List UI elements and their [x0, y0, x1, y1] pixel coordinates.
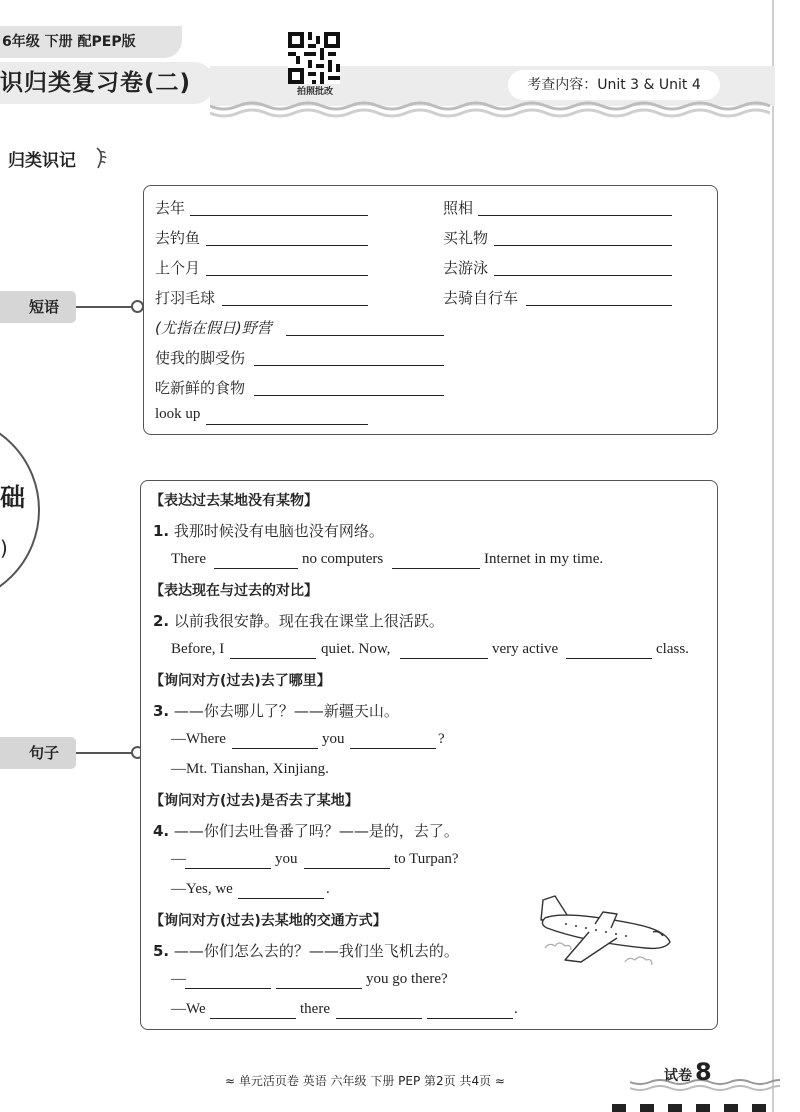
phrase-item: 去年: [155, 199, 186, 217]
phrases-tag: [0, 291, 76, 323]
sentences-connector: [76, 752, 134, 754]
answer-blank[interactable]: [566, 658, 652, 659]
answer-blank[interactable]: [206, 245, 368, 246]
question-line: —We: [171, 1001, 206, 1017]
phrases-connector: [76, 306, 134, 308]
phrase-item: 上个月: [155, 259, 201, 277]
phrase-item: 去钓鱼: [155, 229, 201, 247]
question-number: 5.: [153, 942, 170, 960]
question-line: you: [275, 851, 298, 867]
phrases-tag-label: 短语: [28, 298, 59, 316]
question-line: —: [171, 851, 186, 867]
answer-blank[interactable]: [206, 424, 368, 425]
phrase-item: 吃新鲜的食物: [155, 379, 246, 397]
question-line: —Where: [171, 731, 226, 747]
question-line: —: [171, 971, 186, 987]
sentences-tag-label: 句子: [28, 744, 59, 762]
answer-blank[interactable]: [427, 1018, 513, 1019]
question-heading: 【询问对方(过去)是否去了某地】: [150, 793, 359, 809]
phrase-item: 打羽毛球: [155, 289, 216, 307]
question-heading: 【询问对方(过去)去某地的交通方式】: [150, 913, 387, 929]
sentences-tag: [0, 737, 76, 769]
answer-blank[interactable]: [526, 305, 672, 306]
answer-blank[interactable]: [494, 275, 672, 276]
question-prompt: [153, 820, 459, 841]
edge-mark: [612, 1104, 626, 1112]
question-line: Internet in my time.: [484, 551, 604, 567]
answer-blank[interactable]: [392, 568, 480, 569]
content-scope-badge: 考查内容：Unit 3 & Unit 4: [508, 70, 720, 100]
page-footer: ≈ 单元活页卷 英语 六年级 下册 PEP 第2页 共4页 ≈: [225, 1074, 505, 1088]
answer-blank[interactable]: [190, 215, 368, 216]
answer-blank[interactable]: [238, 898, 324, 899]
question-number: 3.: [153, 702, 170, 720]
edge-mark: [696, 1104, 710, 1112]
edge-mark: [640, 1104, 654, 1112]
answer-blank[interactable]: [286, 335, 444, 336]
grade-info: 6年级 下册 配PEP版: [0, 26, 182, 58]
page-edge: [772, 0, 774, 1112]
basics-circle-text: 础: [0, 483, 26, 512]
question-number: 4.: [153, 822, 170, 840]
page-title: 识归类复习卷(二): [0, 62, 215, 104]
edge-mark: [752, 1104, 766, 1112]
answer-blank[interactable]: [494, 245, 672, 246]
question-line: very active: [492, 641, 559, 657]
answer-blank[interactable]: [206, 275, 368, 276]
qr-code-icon: [288, 32, 340, 84]
question-line: —Mt. Tianshan, Xinjiang.: [171, 761, 329, 777]
edge-mark: [724, 1104, 738, 1112]
question-line: .: [514, 1001, 518, 1017]
question-chinese: 我那时候没有电脑也没有网络。: [173, 522, 384, 540]
paper-number: 8: [695, 1058, 712, 1086]
question-line: quiet. Now,: [321, 641, 391, 657]
answer-blank[interactable]: [276, 988, 362, 989]
answer-blank[interactable]: [336, 1018, 422, 1019]
qr-label: 拍照批改: [296, 87, 333, 97]
phrase-item: look up: [155, 406, 201, 422]
question-line: ?: [438, 731, 445, 747]
question-heading: 【询问对方(过去)去了哪里】: [150, 673, 331, 689]
answer-blank[interactable]: [214, 568, 298, 569]
answer-blank[interactable]: [400, 658, 488, 659]
paper-label: 试卷: [664, 1068, 692, 1084]
edge-mark: [668, 1104, 682, 1112]
answer-blank[interactable]: [304, 868, 390, 869]
question-number: 2.: [153, 612, 170, 630]
answer-blank[interactable]: [350, 748, 436, 749]
question-line: class.: [656, 641, 689, 657]
question-line: you: [322, 731, 345, 747]
question-chinese: ——你们去吐鲁番了吗？——是的，去了。: [173, 822, 459, 840]
question-line: —Yes, we: [171, 881, 233, 897]
question-line: There: [171, 551, 206, 567]
question-heading: 【表达过去某地没有某物】: [150, 493, 318, 509]
question-chinese: 以前我很安静。现在我在课堂上很活跃。: [173, 612, 444, 630]
phrase-item: 使我的脚受伤: [155, 349, 246, 367]
question-chinese: ——你去哪儿了？——新疆天山。: [173, 702, 399, 720]
question-line: there: [300, 1001, 330, 1017]
question-heading: 【表达现在与过去的对比】: [150, 583, 318, 599]
question-prompt: [153, 610, 444, 631]
answer-blank[interactable]: [254, 395, 444, 396]
answer-blank[interactable]: [478, 215, 672, 216]
phrase-item: 去游泳: [443, 259, 489, 277]
answer-blank[interactable]: [230, 658, 316, 659]
answer-blank[interactable]: [254, 365, 444, 366]
paper-number-badge: [664, 1058, 712, 1086]
question-line: to Turpan?: [394, 851, 459, 867]
answer-blank[interactable]: [185, 868, 271, 869]
question-line: no computers: [302, 551, 384, 567]
laurel-leaf-icon: [94, 146, 108, 170]
answer-blank[interactable]: [222, 305, 368, 306]
question-prompt: [153, 940, 459, 961]
phrase-item: 去骑自行车: [443, 289, 519, 307]
section-title: 归类识记: [8, 151, 76, 171]
question-number: 1.: [153, 522, 170, 540]
basics-circle-paren: ): [0, 536, 8, 560]
answer-blank[interactable]: [210, 1018, 296, 1019]
question-line: .: [326, 881, 330, 897]
answer-blank[interactable]: [185, 988, 271, 989]
question-prompt: [153, 700, 399, 721]
question-line: Before, I: [171, 641, 225, 657]
airplane-illustration-icon: [525, 888, 685, 978]
phrase-item: (尤指在假日)野营: [155, 319, 272, 337]
question-chinese: ——你们怎么去的？——我们坐飞机去的。: [173, 942, 459, 960]
answer-blank[interactable]: [232, 748, 318, 749]
phrase-item: 照相: [443, 199, 474, 217]
question-line: you go there?: [366, 971, 448, 987]
phrase-item: 买礼物: [443, 229, 489, 247]
question-prompt: [153, 520, 384, 541]
